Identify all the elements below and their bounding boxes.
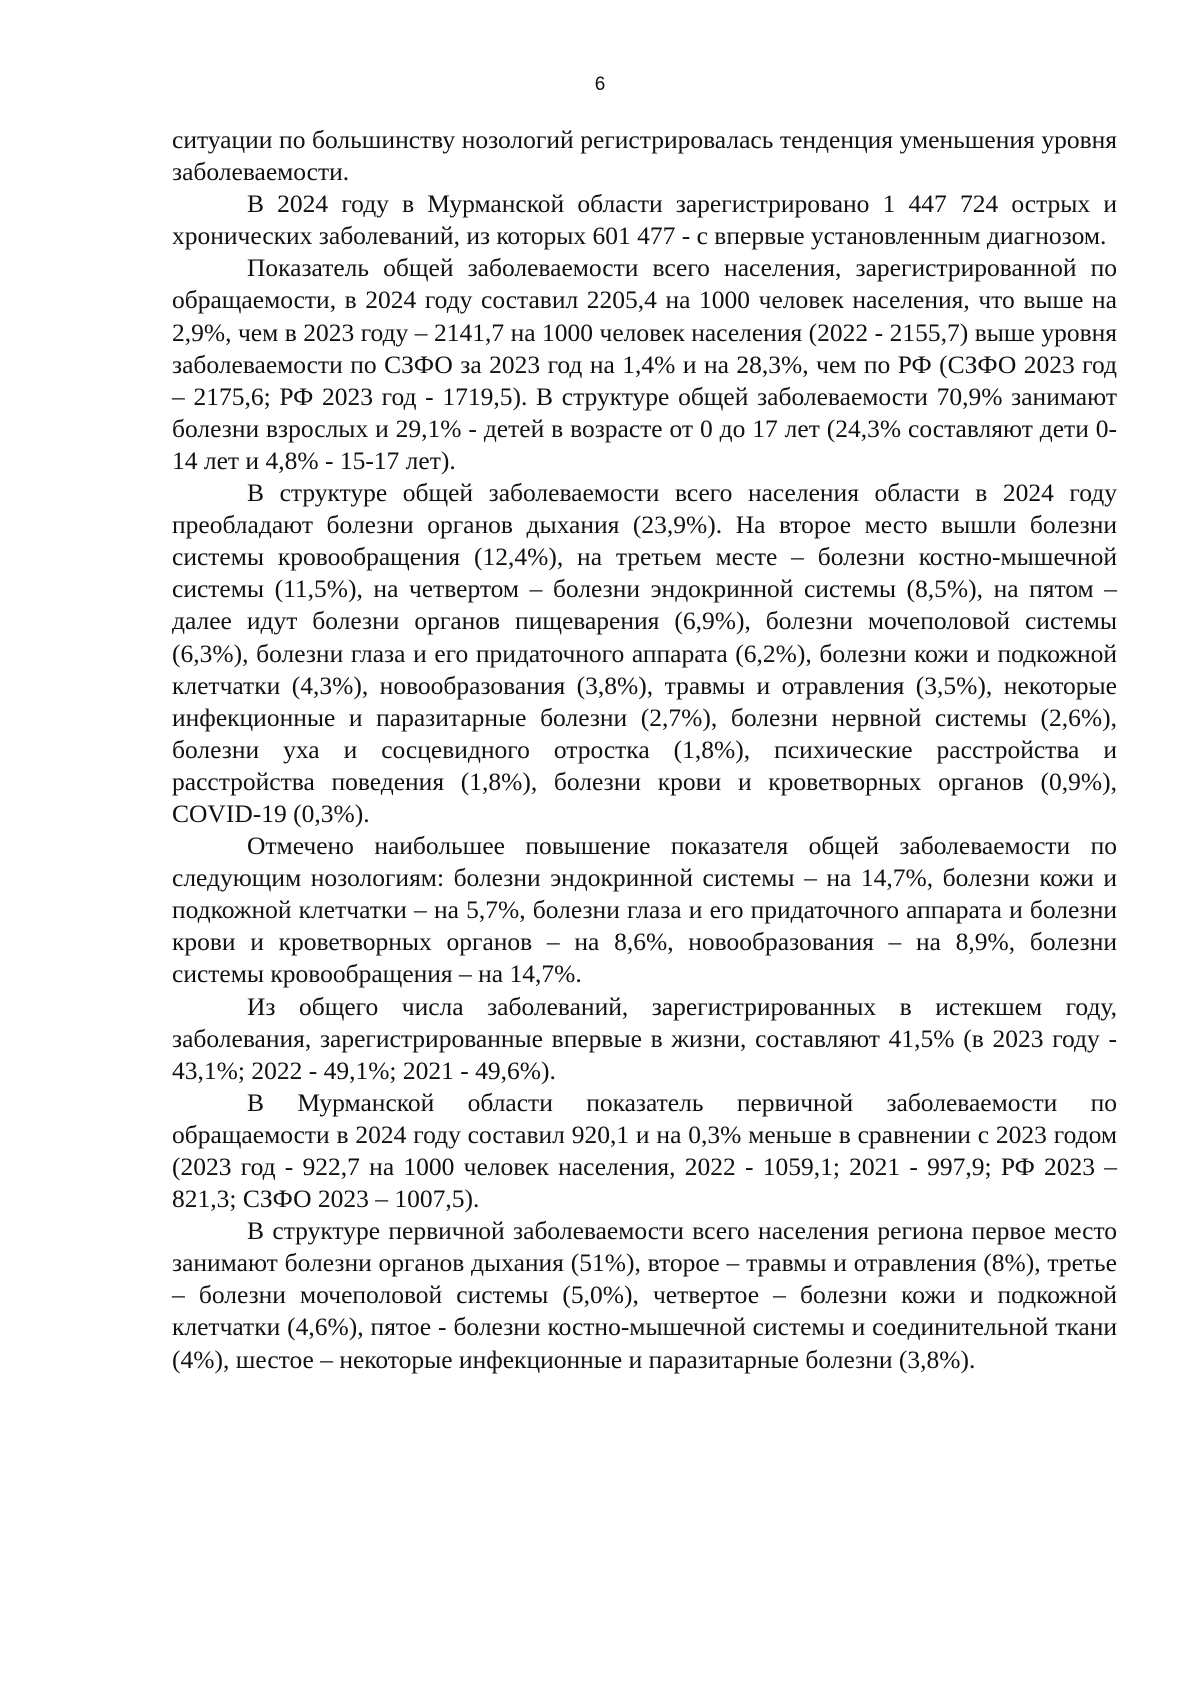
paragraph-general-morbidity-rate: Показатель общей заболеваемости всего населения, зарегистрированной по обращаемости, в 2024 году составил 2205,4 на 1000 человек населения, что выше на 2,9%, чем в 2023 году – 2141,7 на 1000 человек населения (2022 - 2155,7) выше уровня заболеваемости по СЗФО за 2023 год на 1,4% и на 28,3%, чем по РФ (СЗФО 2023 год – 2175,6; РФ 2023 год - 1719,5). В структуре общей заболеваемости 70,9% занимают болезни взрослых и 29,1% - детей в возрасте от 0 до 17 лет (24,3% составляют дети 0-14 лет и 4,8% - 15-17 лет). <box>172 253 1117 475</box>
document-body <box>172 124 1117 1376</box>
paragraph-first-time-diagnosed: Из общего числа заболеваний, зарегистрированных в истекшем году, заболевания, зарегистрированные впервые в жизни, составляют 41,5% (в 2023 году - 43,1%; 2022 - 49,1%; 2021 - 49,6%). <box>172 991 1117 1085</box>
paragraph-greatest-increase: Отмечено наибольшее повышение показателя общей заболеваемости по следующим нозологиям: болезни эндокринной системы – на 14,7%, болезни кожи и подкожной клетчатки – на 5,7%, болезни глаза и его придаточного аппарата и болезни крови и кроветворных органов – на 8,6%, новообразования – на 8,9%, болезни системы кровообращения – на 14,7%. <box>172 831 1117 989</box>
paragraph-morbidity-structure: В структуре общей заболеваемости всего населения области в 2024 году преобладают болезни органов дыхания (23,9%). На второе место вышли болезни системы кровообращения (12,4%), на третьем месте – болезни костно-мышечной системы (11,5%), на четвертом – болезни эндокринной системы (8,5%), на пятом – далее идут болезни органов пищеварения (6,9%), болезни мочеполовой системы (6,3%), болезни глаза и его придаточного аппарата (6,2%), болезни кожи и подкожной клетчатки (4,3%), новообразования (3,8%), травмы и отравления (3,5%), некоторые инфекционные и паразитарные болезни (2,7%), болезни нервной системы (2,6%), болезни уха и сосцевидного отростка (1,8%), психические расстройства и расстройства поведения (1,8%), болезни крови и кроветворных органов (0,9%), COVID-19 (0,3%). <box>172 478 1117 828</box>
paragraph-continuation: ситуации по большинству нозологий регистрировалась тенденция уменьшения уровня заболеваемости. <box>172 125 1117 187</box>
page-number: 6 <box>594 74 606 95</box>
paragraph-registered-diseases: В 2024 году в Мурманской области зарегистрировано 1 447 724 острых и хронических заболеваний, из которых 601 477 - с впервые установленным диагнозом. <box>172 189 1117 251</box>
paragraph-primary-morbidity-structure: В структуре первичной заболеваемости всего населения региона первое место занимают болезни органов дыхания (51%), второе – травмы и отравления (8%), третье – болезни мочеполовой системы (5,0%), четвертое – болезни кожи и подкожной клетчатки (4,6%), пятое - болезни костно-мышечной системы и соединительной ткани (4%), шестое – некоторые инфекционные и паразитарные болезни (3,8%). <box>172 1216 1117 1374</box>
paragraph-primary-morbidity-rate: В Мурманской области показатель первичной заболеваемости по обращаемости в 2024 году составил 920,1 и на 0,3% меньше в сравнении с 2023 годом (2023 год - 922,7 на 1000 человек населения, 2022 - 1059,1; 2021 - 997,9; РФ 2023 – 821,3; СЗФО 2023 – 1007,5). <box>172 1087 1117 1214</box>
